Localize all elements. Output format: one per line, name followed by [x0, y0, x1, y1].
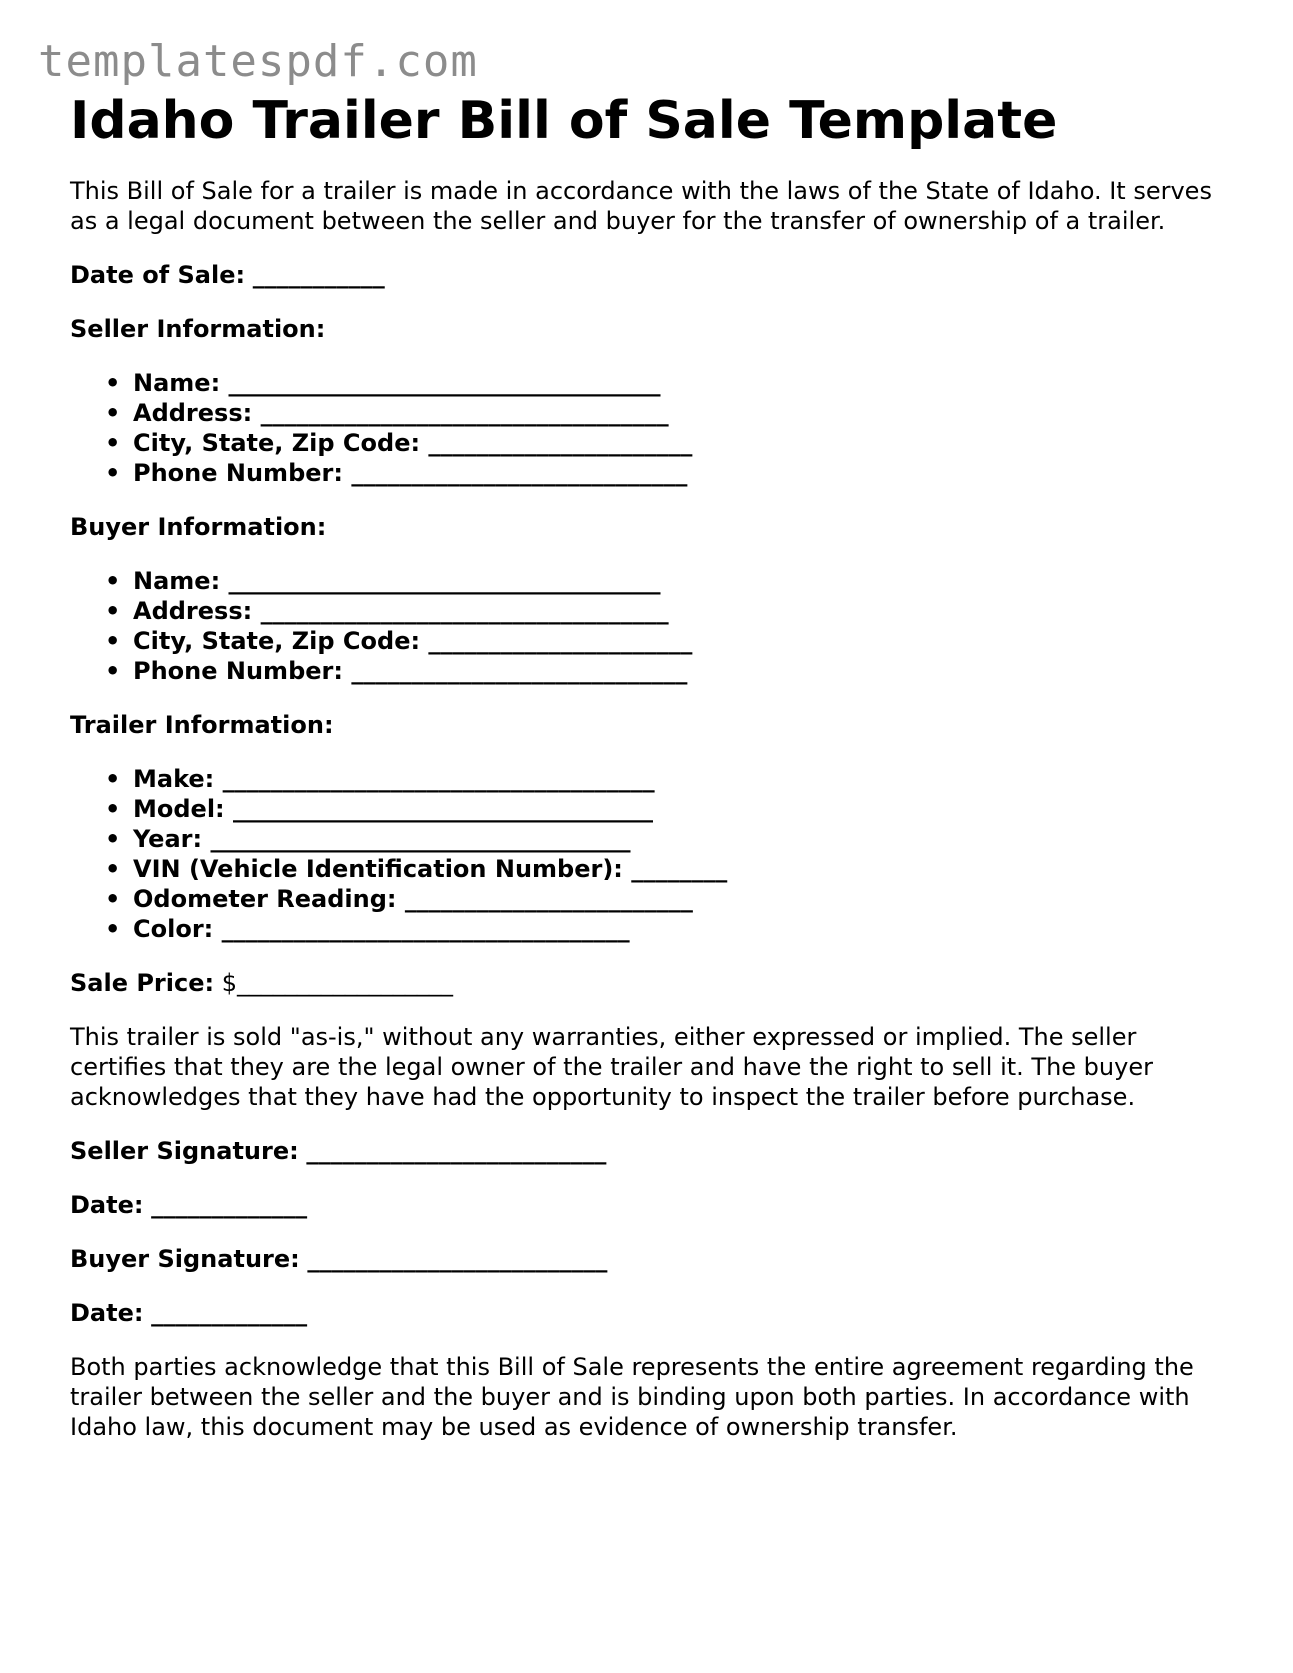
field-label: Make:: [133, 765, 215, 793]
trailer-section-heading: Trailer Information:: [70, 711, 334, 739]
date-of-sale-field: [70, 260, 1230, 290]
field-blank[interactable]: ____________________________________: [222, 765, 655, 793]
trailer-model-field: [133, 794, 1230, 824]
trailer-color-field: [133, 914, 1230, 944]
seller-name-field: [133, 368, 1230, 398]
buyer-date-label: Date:: [70, 1299, 144, 1327]
field-blank[interactable]: ____________________________________: [228, 567, 661, 595]
field-label: City, State, Zip Code:: [133, 429, 421, 457]
intro-paragraph: This Bill of Sale for a trailer is made in accordance with the laws of the State of Idaho. It serves as a legal document between the seller and buyer for the transfer of ownership of a trailer.: [70, 177, 1212, 235]
date-of-sale-blank[interactable]: ___________: [252, 261, 385, 289]
field-label: Odometer Reading:: [133, 885, 397, 913]
buyer-signature-field: [70, 1244, 1230, 1274]
field-blank[interactable]: ________________________: [404, 885, 693, 913]
date-of-sale-label: Date of Sale:: [70, 261, 246, 289]
as-is-paragraph: This trailer is sold "as-is," without any warranties, either expressed or implied. The seller certifies that they are the legal owner of the trailer and have the right to sell it. The buyer acknowledges that they have had the opportunity to inspect the trailer before purchase.: [70, 1023, 1153, 1111]
trailer-odometer-field: [133, 884, 1230, 914]
field-label: VIN (Vehicle Identification Number):: [133, 855, 623, 883]
field-label: Name:: [133, 567, 221, 595]
field-label: Color:: [133, 915, 214, 943]
seller-date-label: Date:: [70, 1191, 144, 1219]
buyer-name-field: [133, 566, 1230, 596]
seller-signature-blank[interactable]: _________________________: [306, 1137, 607, 1165]
seller-date-field: [70, 1190, 1230, 1220]
field-blank[interactable]: ___________________________________: [233, 795, 654, 823]
seller-section-heading: Seller Information:: [70, 315, 326, 343]
seller-date-blank[interactable]: _____________: [151, 1191, 308, 1219]
buyer-field-list: [70, 566, 1230, 686]
trailer-year-field: [133, 824, 1230, 854]
trailer-make-field: [133, 764, 1230, 794]
seller-signature-field: [70, 1136, 1230, 1166]
seller-city-state-zip-field: [133, 428, 1230, 458]
seller-address-field: [133, 398, 1230, 428]
field-label: City, State, Zip Code:: [133, 627, 421, 655]
document-title: Idaho Trailer Bill of Sale Template: [70, 91, 1058, 151]
field-label: Model:: [133, 795, 225, 823]
field-blank[interactable]: ____________________________________: [228, 369, 661, 397]
buyer-date-field: [70, 1298, 1230, 1328]
field-label: Address:: [133, 597, 253, 625]
field-blank[interactable]: ________: [631, 855, 728, 883]
trailer-field-list: [70, 764, 1230, 944]
buyer-section-heading: Buyer Information:: [70, 513, 327, 541]
field-blank[interactable]: __________________________________: [221, 915, 630, 943]
field-label: Year:: [133, 825, 203, 853]
field-blank[interactable]: __________________________________: [260, 399, 669, 427]
closing-paragraph: Both parties acknowledge that this Bill of Sale represents the entire agreement regarding the trailer between the seller and the buyer and is binding upon both parties. In accordance with Idaho law, this document may be used as evidence of ownership transfer.: [70, 1353, 1194, 1441]
field-blank[interactable]: ______________________: [428, 627, 693, 655]
field-label: Phone Number:: [133, 459, 343, 487]
field-blank[interactable]: ___________________________________: [210, 825, 631, 853]
field-blank[interactable]: ____________________________: [351, 657, 688, 685]
buyer-city-state-zip-field: [133, 626, 1230, 656]
buyer-date-blank[interactable]: _____________: [151, 1299, 308, 1327]
trailer-vin-field: [133, 854, 1230, 884]
buyer-address-field: [133, 596, 1230, 626]
sale-price-label: Sale Price:: [70, 969, 215, 997]
buyer-signature-blank[interactable]: _________________________: [307, 1245, 608, 1273]
seller-field-list: [70, 368, 1230, 488]
field-blank[interactable]: __________________________________: [260, 597, 669, 625]
field-label: Address:: [133, 399, 253, 427]
currency-symbol: $: [221, 969, 238, 997]
field-label: Phone Number:: [133, 657, 343, 685]
seller-phone-field: [133, 458, 1230, 488]
field-blank[interactable]: ______________________: [428, 429, 693, 457]
buyer-phone-field: [133, 656, 1230, 686]
watermark-logo: templatespdf.com: [38, 36, 478, 87]
seller-signature-label: Seller Signature:: [70, 1137, 299, 1165]
field-label: Name:: [133, 369, 221, 397]
buyer-signature-label: Buyer Signature:: [70, 1245, 300, 1273]
sale-price-blank[interactable]: __________________: [237, 969, 454, 997]
field-blank[interactable]: ____________________________: [351, 459, 688, 487]
sale-price-field: [70, 968, 1230, 998]
document-page: [70, 88, 1230, 1442]
